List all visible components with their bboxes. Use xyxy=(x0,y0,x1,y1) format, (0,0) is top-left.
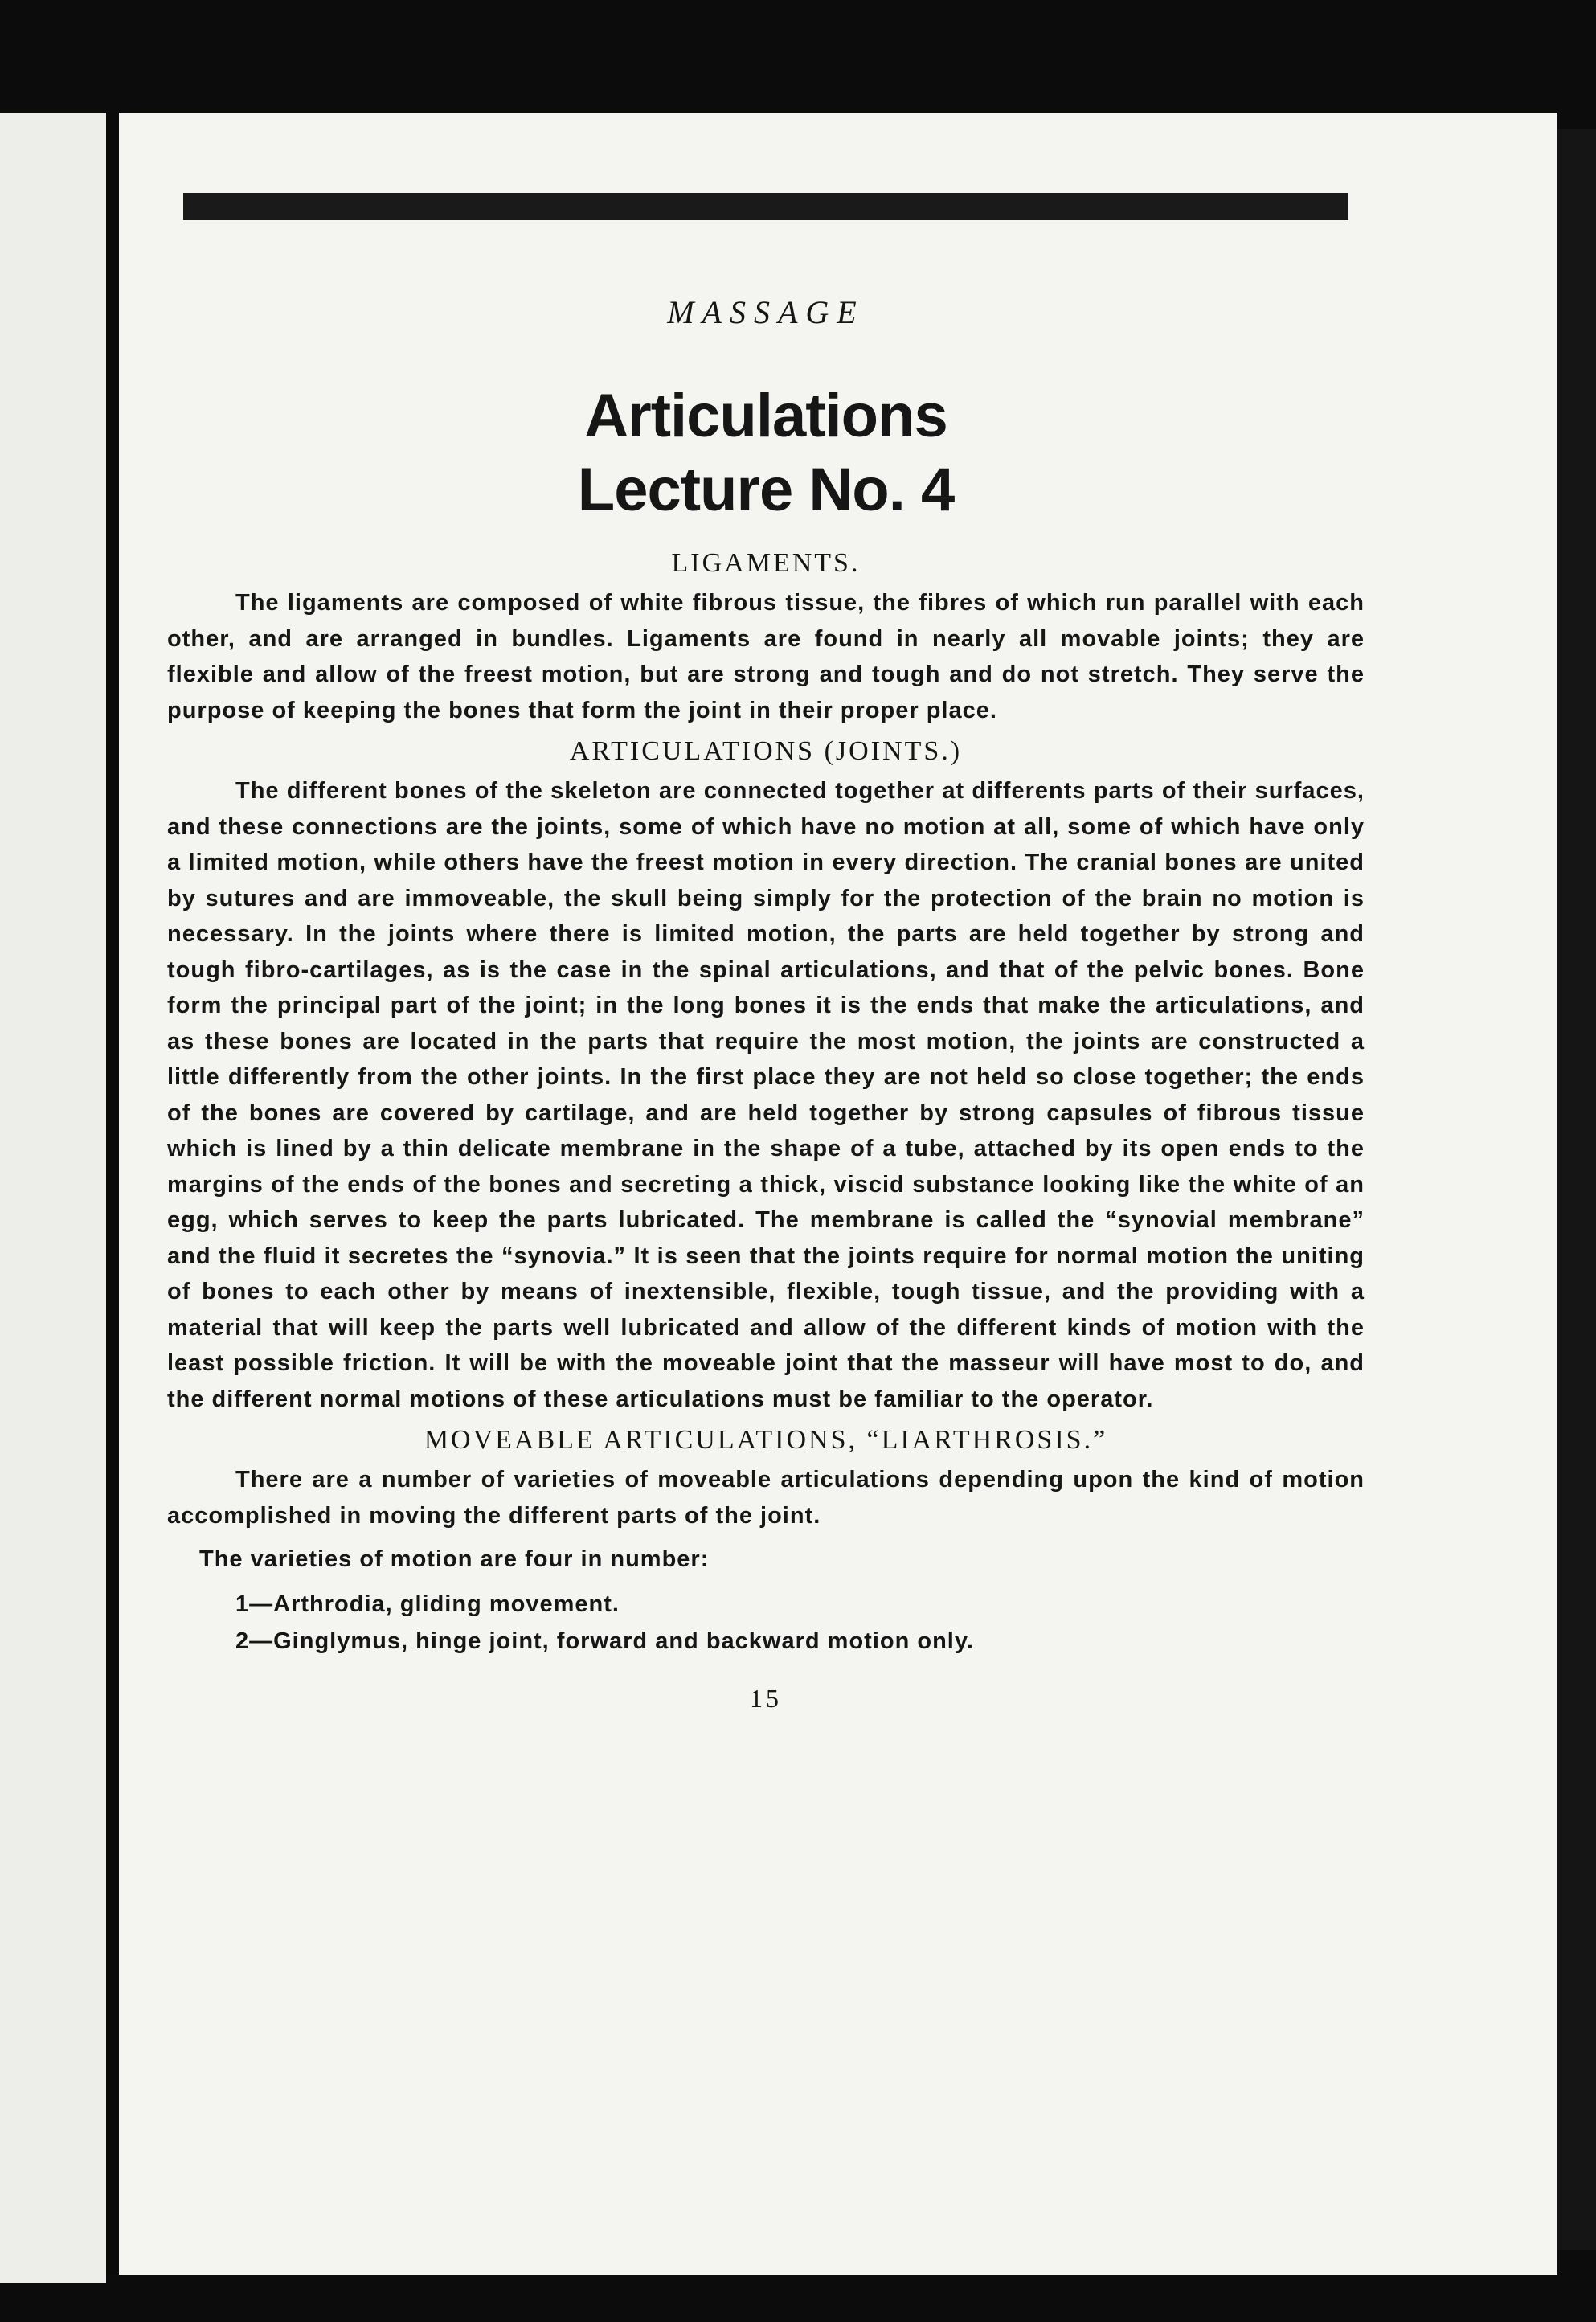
page-number: 15 xyxy=(750,1683,782,1713)
page-title: Articulations xyxy=(584,382,947,450)
list-item-ginglymus: 2—Ginglymus, hinge joint, forward and backward motion only. xyxy=(235,1628,974,1654)
section-heading-articulations: ARTICULATIONS (JOINTS.) xyxy=(569,736,963,766)
gutter-shadow xyxy=(106,113,117,2275)
paragraph-ligaments: The ligaments are composed of white fibrous tissue, the fibres of which run parallel with each other, and are arranged in bundles. Ligaments are found in nearly all movable joints; they are flexible and allow of the freest motion, but are strong and tough and do not stretch. They serve the purpose of keeping the bones that form the joint in their proper place. xyxy=(167,590,1365,723)
paragraph-moveable-articulations: There are a number of varieties of moveable articulations depending upon the kind of motion accomplished in moving the different parts of the joint. xyxy=(167,1467,1365,1529)
facing-page-edge xyxy=(0,113,106,2283)
section-heading-moveable-articulations: MOVEABLE ARTICULATIONS, “LIARTHROSIS.” xyxy=(424,1425,1108,1455)
paragraph-articulations: The different bones of the skeleton are connected together at differents parts of their surfaces, and these connections are the joints, some of which have no motion at all, some of which have only a limited motion, while others have the freest motion in every direction. The cranial bones are united by sutures and are immoveable, the skull being simply for the protection of the brain no motion is necessary. In the joints where there is limited motion, the parts are held together by strong and tough fibro-cartilages, as is the case in the spinal articulations, and that of the pelvic bones. Bone form the principal part of the joint; in the long bones it is the ends that make the articulations, and as these bones are located in the parts that require the most motion, the joints are constructed a little differently from the other joints. In the first place they are not held so close together; the ends of the bones are covered by cartilage, and are held together by strong capsules of fibrous tissue which is lined by a thin delicate membrane in the shape of a tube, attached by its open ends to the margins of the ends of the bones and secreting a thick, viscid substance looking like the white of an egg, which serves to keep the parts lubricated. The membrane is called the “synovial membrane” and the fluid it secretes the “synovia.” It is seen that the joints require for normal motion the uniting of bones to each other by means of inextensible, flexible, tough tissue, and the providing with a material that will keep the parts well lubricated and allow of the different kinds of motion with the least possible friction. It will be with the moveable joint that the masseur will have most to do, and the different normal motions of these articulations must be familiar to the operator. xyxy=(167,778,1365,1412)
running-header: MASSAGE xyxy=(667,294,865,330)
section-heading-ligaments: LIGAMENTS. xyxy=(671,548,861,578)
right-scan-border xyxy=(1557,129,1596,2250)
list-item-arthrodia: 1—Arthrodia, gliding movement. xyxy=(235,1591,620,1617)
page-content xyxy=(167,193,1365,1714)
varieties-intro: The varieties of motion are four in number: xyxy=(199,1546,710,1572)
lecture-subtitle: Lecture No. 4 xyxy=(577,456,955,524)
